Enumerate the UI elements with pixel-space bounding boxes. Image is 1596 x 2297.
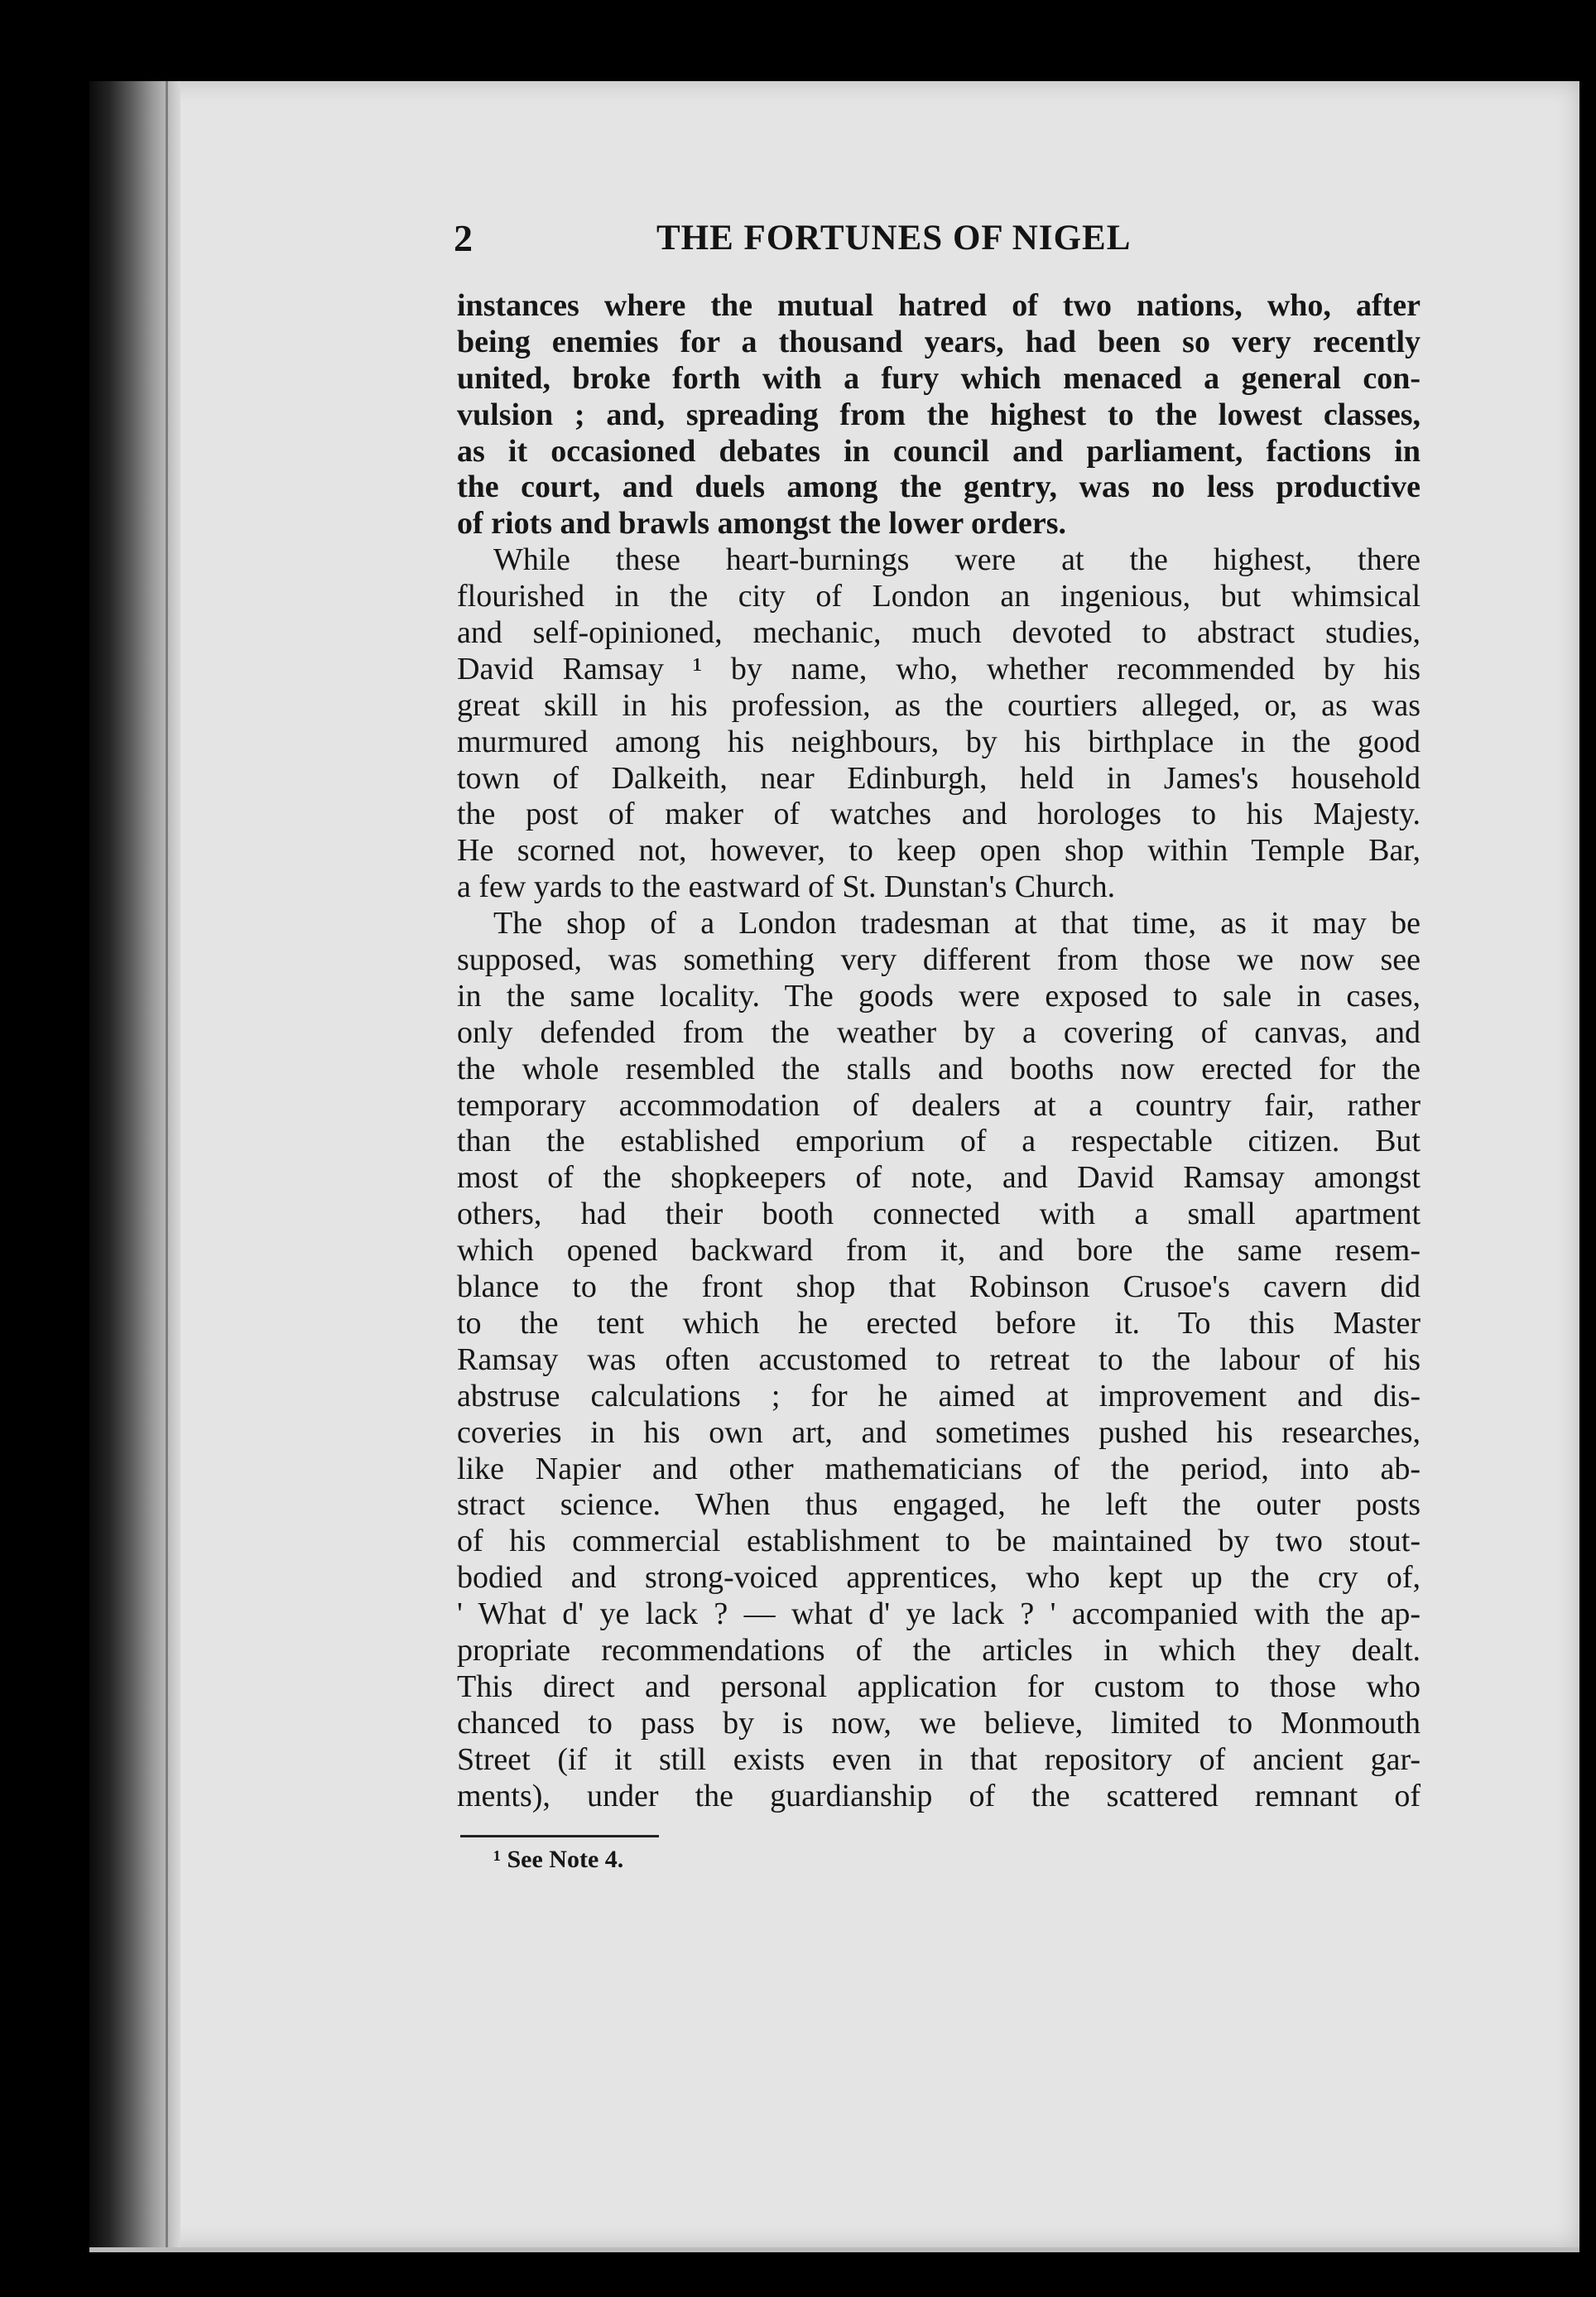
text-line: Ramsay was often accustomed to retreat to the labour of his	[457, 1341, 1421, 1377]
footnote: ¹ See Note 4.	[493, 1846, 624, 1873]
text-line: flourished in the city of London an ingenious, but whimsical	[457, 579, 1421, 614]
text-line: great skill in his profession, as the courtiers alleged, or, as was	[457, 687, 1421, 723]
text-line: ' What d' ye lack ? — what d' ye lack ? ' accompanied with the ap-	[457, 1596, 1421, 1632]
binding-edge-line	[166, 81, 168, 2247]
text-line: as it occasioned debates in council and parliament, factions in	[457, 433, 1421, 469]
text-line: of riots and brawls amongst the lower orders.	[457, 506, 1067, 542]
text-line: temporary accommodation of dealers at a country fair, rather	[457, 1087, 1421, 1123]
text-line: the whole resembled the stalls and booths now erected for the	[457, 1051, 1421, 1086]
text-line: stract science. When thus engaged, he left the outer posts	[457, 1487, 1421, 1523]
text-line: ments), under the guardianship of the scattered remnant of	[457, 1778, 1421, 1813]
text-line: blance to the front shop that Robinson Crusoe's cavern did	[457, 1269, 1421, 1305]
text-line: This direct and personal application for custom to those who	[457, 1669, 1421, 1704]
text-line: Street (if it still exists even in that repository of ancient gar-	[457, 1741, 1421, 1777]
text-line: the court, and duels among the gentry, was no less productive	[457, 470, 1421, 505]
text-line: of his commercial establishment to be maintained by two stout-	[457, 1524, 1421, 1559]
text-line: instances where the mutual hatred of two nations, who, after	[457, 288, 1421, 323]
text-line: He scorned not, however, to keep open shop within Temple Bar,	[457, 833, 1421, 869]
text-line: supposed, was something very different from those we now see	[457, 942, 1421, 978]
page-bottom-edge	[89, 2247, 1579, 2252]
running-head-title: THE FORTUNES OF NIGEL	[656, 219, 1132, 258]
text-line: The shop of a London tradesman at that time, as it may be	[493, 906, 1421, 941]
text-line: While these heart-burnings were at the highest, there	[493, 542, 1421, 578]
text-line: only defended from the weather by a covering of canvas, and	[457, 1014, 1421, 1050]
text-line: the post of maker of watches and horologes to his Majesty.	[457, 797, 1421, 832]
text-line: in the same locality. The goods were exposed to sale in cases,	[457, 978, 1421, 1014]
text-line: town of Dalkeith, near Edinburgh, held in James's household	[457, 760, 1421, 796]
page-header	[454, 214, 1248, 263]
text-line: and self-opinioned, mechanic, much devoted to abstract studies,	[457, 615, 1421, 651]
text-line: vulsion ; and, spreading from the highest to the lowest classes,	[457, 397, 1421, 432]
text-line: chanced to pass by is now, we believe, limited to Monmouth	[457, 1705, 1421, 1741]
text-line: which opened backward from it, and bore the same resem-	[457, 1233, 1421, 1269]
text-line: bodied and strong-voiced apprentices, who kept up the cry of,	[457, 1560, 1421, 1596]
text-line: to the tent which he erected before it. To this Master	[457, 1305, 1421, 1341]
text-line: coveries in his own art, and sometimes pushed his researches,	[457, 1414, 1421, 1450]
text-line: abstruse calculations ; for he aimed at improvement and dis-	[457, 1378, 1421, 1413]
text-line: like Napier and other mathematicians of the period, into ab-	[457, 1451, 1421, 1486]
text-line: others, had their booth connected with a small apartment	[457, 1197, 1421, 1232]
text-line: being enemies for a thousand years, had been so very recently	[457, 324, 1421, 359]
body-text	[457, 288, 1421, 1814]
text-line: united, broke forth with a fury which menaced a general con-	[457, 360, 1421, 396]
text-line: than the established emporium of a respectable citizen. But	[457, 1124, 1421, 1159]
page-number: 2	[454, 217, 473, 259]
text-line: a few yards to the eastward of St. Dunstan's Church.	[457, 869, 1116, 905]
text-line: most of the shopkeepers of note, and David Ramsay amongst	[457, 1160, 1421, 1196]
footnote-rule	[460, 1835, 659, 1837]
text-line: David Ramsay ¹ by name, who, whether recommended by his	[457, 651, 1421, 686]
text-line: murmured among his neighbours, by his birthplace in the good	[457, 724, 1421, 759]
text-line: propriate recommendations of the articles in which they dealt.	[457, 1632, 1421, 1668]
